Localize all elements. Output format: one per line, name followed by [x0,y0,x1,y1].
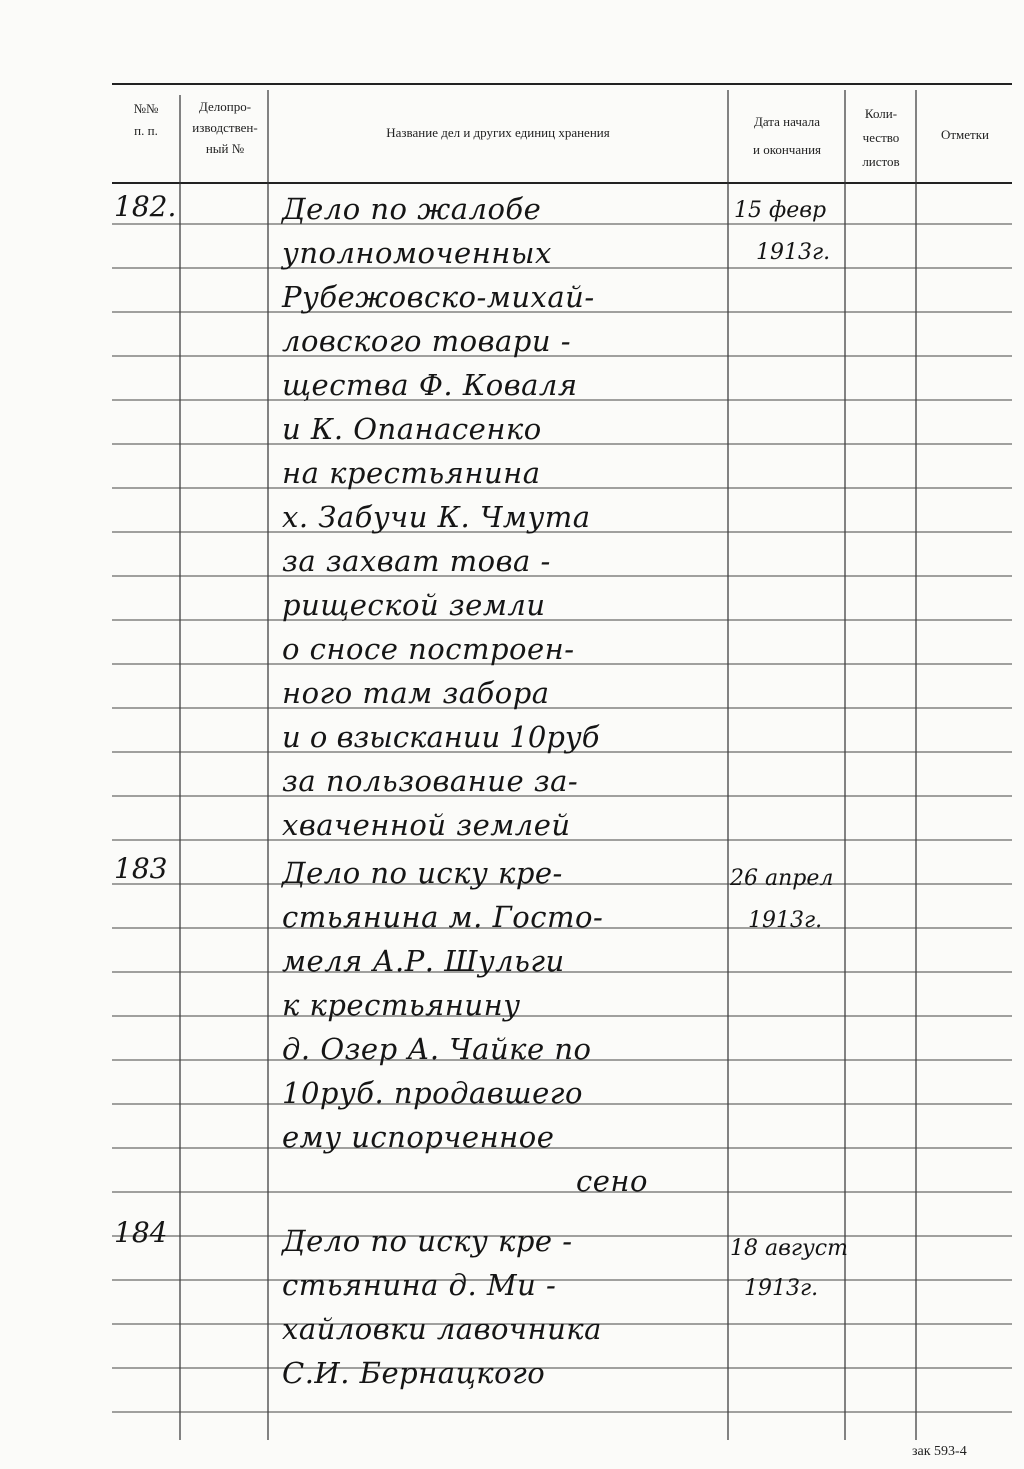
header-col-dates-line1: Дата начала [753,114,821,129]
entry-line: и К. Опанасенко [282,412,542,446]
entry-line: стьянина д. Ми - [282,1268,557,1302]
entry-line: сено [576,1164,648,1198]
entry-line: Дело по иску кре - [282,1224,573,1258]
entry-183-date-end: 1913г. [748,908,823,933]
entry-line: ловского товари - [282,324,572,358]
entry-line: стьянина м. Госто- [282,900,604,934]
entry-number-184: 184 [114,1216,168,1249]
entry-184-date-end: 1913г. [744,1276,819,1301]
entry-line: на крестьянина [282,456,541,490]
header-col-office-line3: ный № [205,141,245,156]
header-col-dates-line2: и окончания [752,142,822,157]
entry-number-183: 183 [114,852,168,885]
header-col-office-number [182,96,268,159]
entry-line: хайловки лавочника [282,1312,602,1346]
header-col-sheets-line1: Коли- [864,106,898,121]
entry-number-182: 182. [114,190,177,223]
entry-line: хваченной землей [282,808,571,842]
print-order-mark: зак 593-4 [912,1444,967,1459]
header-col-office-line1: Делопро- [198,99,252,114]
entry-182-date-start: 15 февр [734,198,827,223]
header-col-sheets-line2: чество [862,130,900,145]
entry-line: к крестьянину [282,988,521,1022]
entry-line: Рубежовско-михай- [282,280,595,314]
entry-184-date-start: 18 август [730,1236,848,1261]
header-col-title-text: Название дел и других единиц хранения [386,125,610,140]
header-col-sheets-line3: листов [862,154,900,169]
entry-line: Дело по иску кре- [282,856,563,890]
entry-line: уполномоченных [282,236,552,270]
entry-line: рищеской земли [282,588,546,622]
entry-line: х. Забучи К. Чмута [282,500,591,534]
entry-line: за захват това - [282,544,551,578]
entry-182-date-end: 1913г. [756,240,831,265]
header-col-dates [730,108,844,164]
entry-line: С.И. Бернацкого [282,1356,546,1390]
entry-line: щества Ф. Коваля [282,368,578,402]
entry-line: ного там забора [282,676,550,710]
entry-line: и о взыскании 10руб [282,720,600,754]
header-col-number [112,98,180,142]
header-col-sheets [846,102,916,174]
header-col-number-line1: №№ [133,101,159,116]
entry-line: ему испорченное [282,1120,555,1154]
header-col-notes-text: Отметки [940,127,990,142]
header-col-number-line2: п. п. [134,123,158,138]
header-col-office-line2: изводствен- [192,120,258,135]
entry-line: Дело по жалобе [282,192,542,226]
entry-line: о сносе построен- [282,632,575,666]
header-col-notes [918,124,1012,146]
entry-183-date-start: 26 апрел [730,866,834,891]
entry-line: 10руб. продавшего [282,1076,583,1110]
entry-line: д. Озер А. Чайке по [282,1032,592,1066]
entry-line: за пользование за- [282,764,579,798]
header-col-title [270,122,726,144]
entry-line: меля А.Р. Шульги [282,944,565,978]
